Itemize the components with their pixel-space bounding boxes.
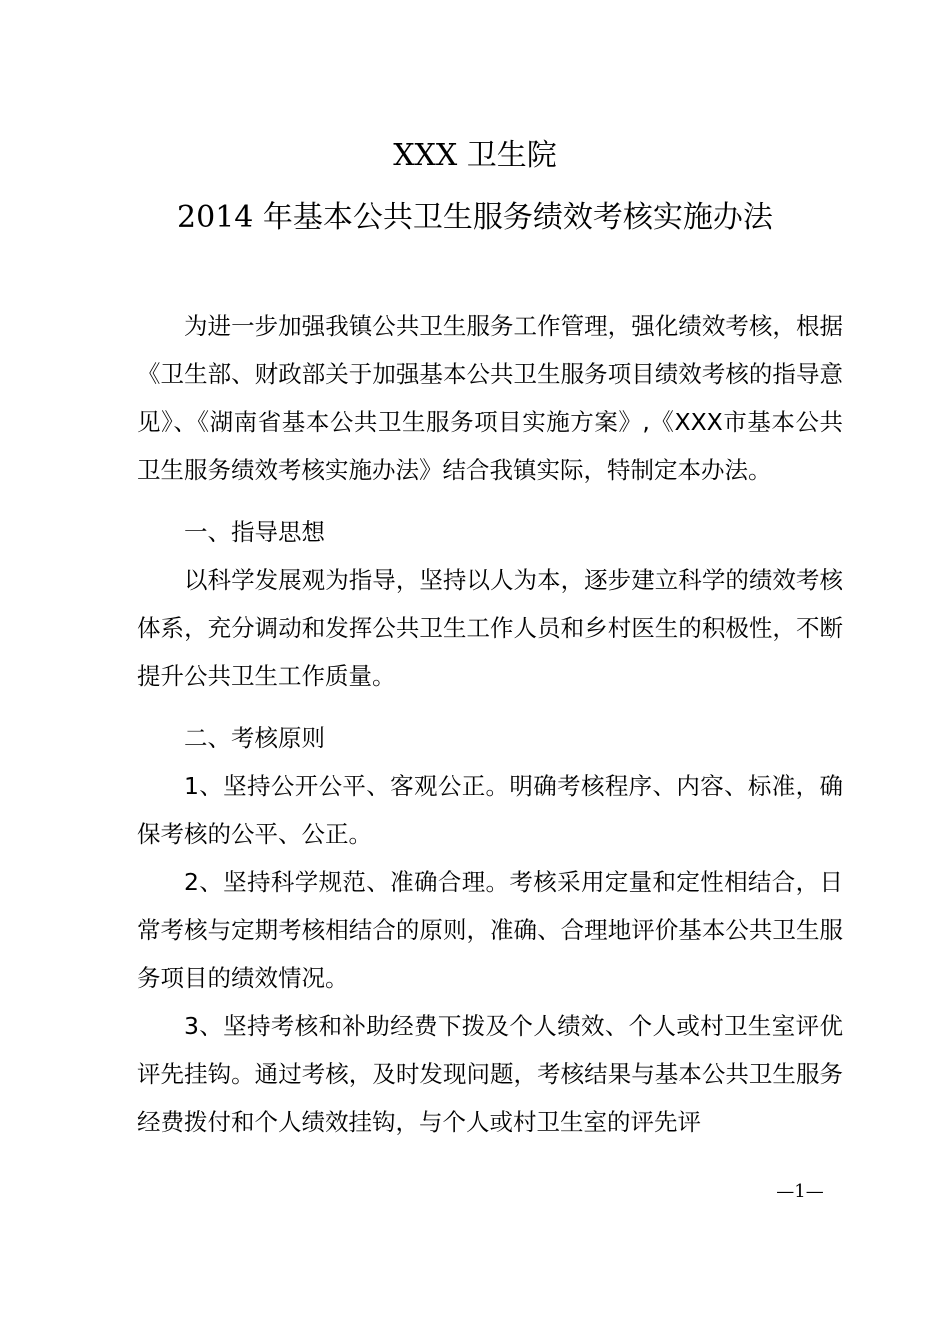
document-title-line-2: 2014 年基本公共卫生服务绩效考核实施办法 (177, 200, 773, 235)
document-body (137, 302, 843, 1146)
section-heading-guiding-ideology: 一、指导思想 (184, 518, 325, 546)
section-heading-assessment-principles: 二、考核原则 (184, 724, 325, 752)
principle-1-paragraph: 1、坚持公开公平、客观公正。明确考核程序、内容、标准，确保考核的公平、公正。 (137, 772, 843, 848)
document-title-line-1: XXX 卫生院 (393, 138, 557, 173)
principle-3-paragraph: 3、坚持考核和补助经费下拨及个人绩效、个人或村卫生室评优评先挂钩。通过考核，及时发现问题，考核结果与基本公共卫生服务经费拨付和个人绩效挂钩，与个人或村卫生室的评先评 (137, 1012, 843, 1136)
page-number: —1— (776, 1181, 824, 1202)
guiding-ideology-paragraph: 以科学发展观为指导，坚持以人为本，逐步建立科学的绩效考核体系，充分调动和发挥公共卫生工作人员和乡村医生的积极性，不断提升公共卫生工作质量。 (137, 566, 843, 690)
intro-paragraph: 为进一步加强我镇公共卫生服务工作管理，强化绩效考核，根据《卫生部、财政部关于加强基本公共卫生服务项目绩效考核的指导意见》、《湖南省基本公共卫生服务项目实施方案》,《XXX市基本公共卫生服务绩效考核实施办法》结合我镇实际，特制定本办法。 (137, 312, 843, 484)
principle-2-paragraph: 2、坚持科学规范、准确合理。考核采用定量和定性相结合，日常考核与定期考核相结合的原则，准确、合理地评价基本公共卫生服务项目的绩效情况。 (137, 868, 843, 992)
